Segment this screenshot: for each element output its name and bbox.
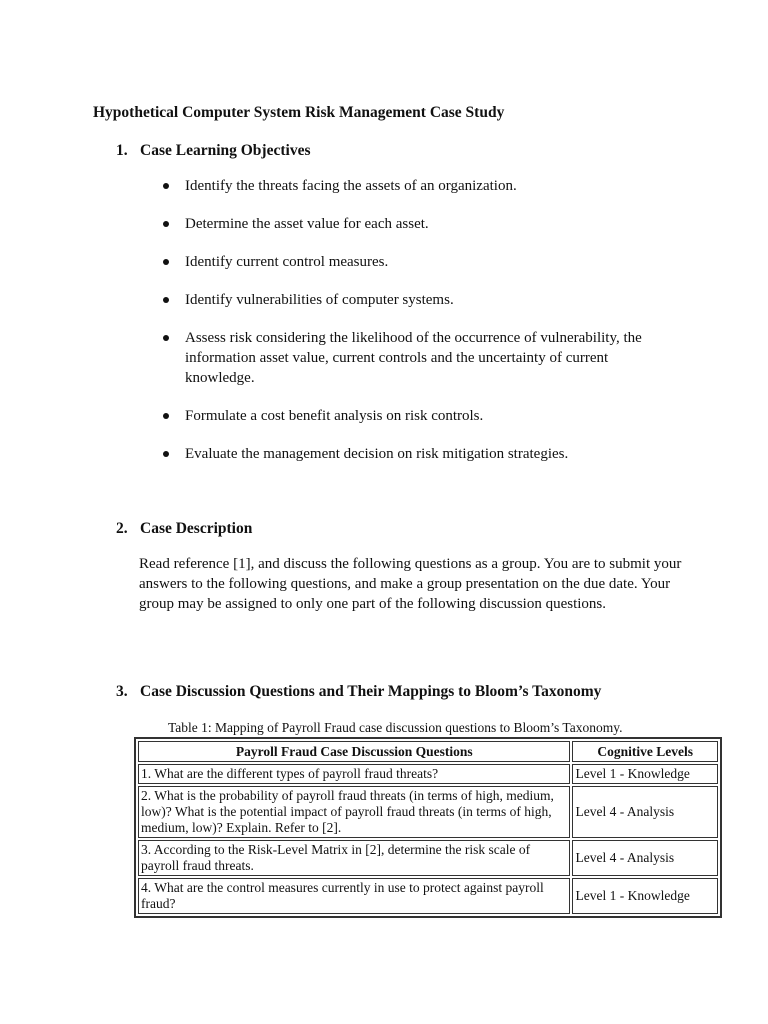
document-title: Hypothetical Computer System Risk Management Case Study [93, 104, 505, 121]
level-cell: Level 4 - Analysis [572, 786, 718, 838]
question-cell: 1. What are the different types of payroll fraud threats? [138, 764, 570, 784]
list-item: Identify current control measures. [160, 252, 680, 272]
list-item: Formulate a cost benefit analysis on risk controls. [160, 406, 680, 426]
level-cell: Level 1 - Knowledge [572, 764, 718, 784]
header-questions: Payroll Fraud Case Discussion Questions [138, 741, 570, 762]
list-item: Determine the asset value for each asset. [160, 214, 680, 234]
level-cell: Level 1 - Knowledge [572, 878, 718, 914]
section-title: Case Description [140, 520, 253, 537]
table-row [138, 840, 718, 876]
section-heading-description [116, 520, 252, 538]
table-row [138, 786, 718, 838]
header-cognitive-levels: Cognitive Levels [572, 741, 718, 762]
table-row [138, 764, 718, 784]
section-number: 1. [116, 142, 128, 159]
list-item: Assess risk considering the likelihood of the occurrence of vulnerability, the information asset value, current controls and the uncertainty of current knowledge. [160, 328, 680, 388]
table-header-row [138, 741, 718, 762]
question-cell: 2. What is the probability of payroll fraud threats (in terms of high, medium, low)? What is the potential impact of payroll fraud threats (in terms of high, medium, low)? Explain. Refer to [2]. [138, 786, 570, 838]
question-cell: 3. According to the Risk-Level Matrix in [2], determine the risk scale of payroll fraud threats. [138, 840, 570, 876]
list-item: Evaluate the management decision on risk mitigation strategies. [160, 444, 680, 464]
case-description-paragraph: Read reference [1], and discuss the following questions as a group. You are to submit your answers to the following questions, and make a group presentation on the due date. Your group may be assigned to only one part of the following discussion questions. [139, 556, 682, 612]
level-cell: Level 4 - Analysis [572, 840, 718, 876]
section-number: 3. [116, 683, 128, 700]
section-title: Case Learning Objectives [140, 142, 311, 159]
blooms-mapping-table [134, 737, 722, 918]
list-item: Identify vulnerabilities of computer systems. [160, 290, 680, 310]
section-heading-questions [116, 683, 601, 701]
table-caption: Table 1: Mapping of Payroll Fraud case discussion questions to Bloom’s Taxonomy. [168, 720, 623, 735]
table-row [138, 878, 718, 914]
objectives-list [160, 176, 680, 482]
question-cell: 4. What are the control measures currently in use to protect against payroll fraud? [138, 878, 570, 914]
section-heading-objectives [116, 142, 310, 160]
section-title: Case Discussion Questions and Their Mappings to Bloom’s Taxonomy [140, 683, 602, 700]
section-number: 2. [116, 520, 128, 537]
list-item: Identify the threats facing the assets of an organization. [160, 176, 680, 196]
